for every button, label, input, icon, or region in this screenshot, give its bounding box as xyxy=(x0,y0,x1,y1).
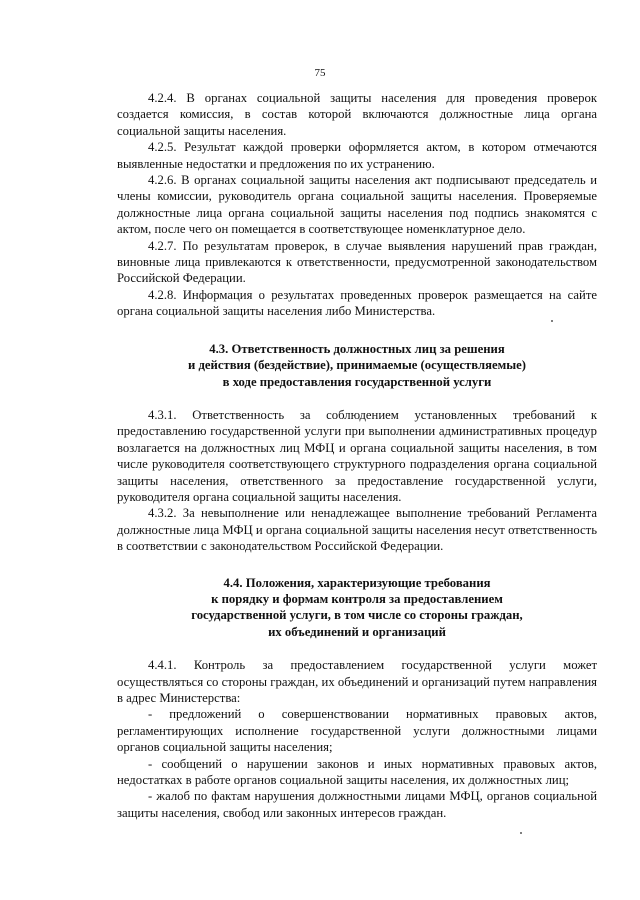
paragraph-4-2-7: 4.2.7. По результатам проверок, в случае выявления нарушений прав граждан, виновные лица привлекаются к ответственности, предусмотренной законодательством Российской Федерации. xyxy=(117,238,597,286)
paragraph-4-2-5: 4.2.5. Результат каждой проверки оформляется актом, в котором отмечаются выявленные недостатки и предложения по их устранению. xyxy=(117,140,597,171)
paragraph-4-3-1: 4.3.1. Ответственность за соблюдением установленных требований к предоставлению государственной услуги при выполнении административных процедур возлагается на должностных лиц МФЦ и органа социальной защиты населения, в том числе руководителя соответствующего структурного подразделения органа социальной защиты населения, ответственного за предоставление государственной услуги, руководителя органа социальной защиты населения. xyxy=(117,407,597,504)
list-item-complaints: - жалоб по фактам нарушения должностными лицами МФЦ, органов социальной защиты населения, свобод или законных интересов граждан. xyxy=(117,789,597,820)
paragraph-4-2-8: 4.2.8. Информация о результатах проведенных проверок размещается на сайте органа социальной защиты населения либо Министерства. xyxy=(117,287,597,319)
heading-line: 4.4. Положения, характеризующие требования xyxy=(223,575,491,590)
paragraph-4-2-6: 4.2.6. В органах социальной защиты населения акт подписывают председатель и члены комиссии, руководитель органа социальной защиты населения. Проверяемые должностные лица органа социальной защиты населения под подпись знакомятся с актом, после чего он помещается в соответствующее номенклатурное дело. xyxy=(117,173,597,237)
page-body xyxy=(117,90,597,821)
page-number: 75 xyxy=(314,67,326,79)
heading-line: государственной услуги, в том числе со стороны граждан, xyxy=(191,608,523,623)
scan-speck xyxy=(551,320,553,322)
paragraph-4-2-4: 4.2.4. В органах социальной защиты населения для проведения проверок создается комиссия, в состав которой включаются должностные лица органа социальной защиты населения. xyxy=(117,91,597,138)
heading-line: и действия (бездействие), принимаемые (осуществляемые) xyxy=(187,358,526,373)
paragraph-4-3-2: 4.3.2. За невыполнение или ненадлежащее выполнение требований Регламента должностные лица МФЦ и органа социальной защиты населения несут ответственность в соответствии с законодательством Российской Федерации. xyxy=(117,506,597,554)
section-heading-4-4 xyxy=(117,575,597,641)
heading-line: 4.3. Ответственность должностных лиц за решения xyxy=(209,341,505,356)
list-item-proposals: - предложений о совершенствовании нормативных правовых актов, регламентирующих исполнение государственной услуги должностными лицами органов социальной защиты населения; xyxy=(117,707,597,755)
paragraph-4-4-1: 4.4.1. Контроль за предоставлением государственной услуги может осуществляться со стороны граждан, их объединений и организаций путем направления в адрес Министерства: xyxy=(117,658,597,705)
section-heading-4-3 xyxy=(117,341,597,390)
scan-speck xyxy=(520,832,522,834)
heading-line: к порядку и формам контроля за предоставлением xyxy=(211,591,503,606)
heading-line: их объединений и организаций xyxy=(268,624,446,639)
heading-line: в ходе предоставления государственной услуги xyxy=(222,374,492,389)
list-item-reports: - сообщений о нарушении законов и иных нормативных правовых актов, недостатках в работе органов социальной защиты населения, их должностных лиц; xyxy=(117,756,597,788)
